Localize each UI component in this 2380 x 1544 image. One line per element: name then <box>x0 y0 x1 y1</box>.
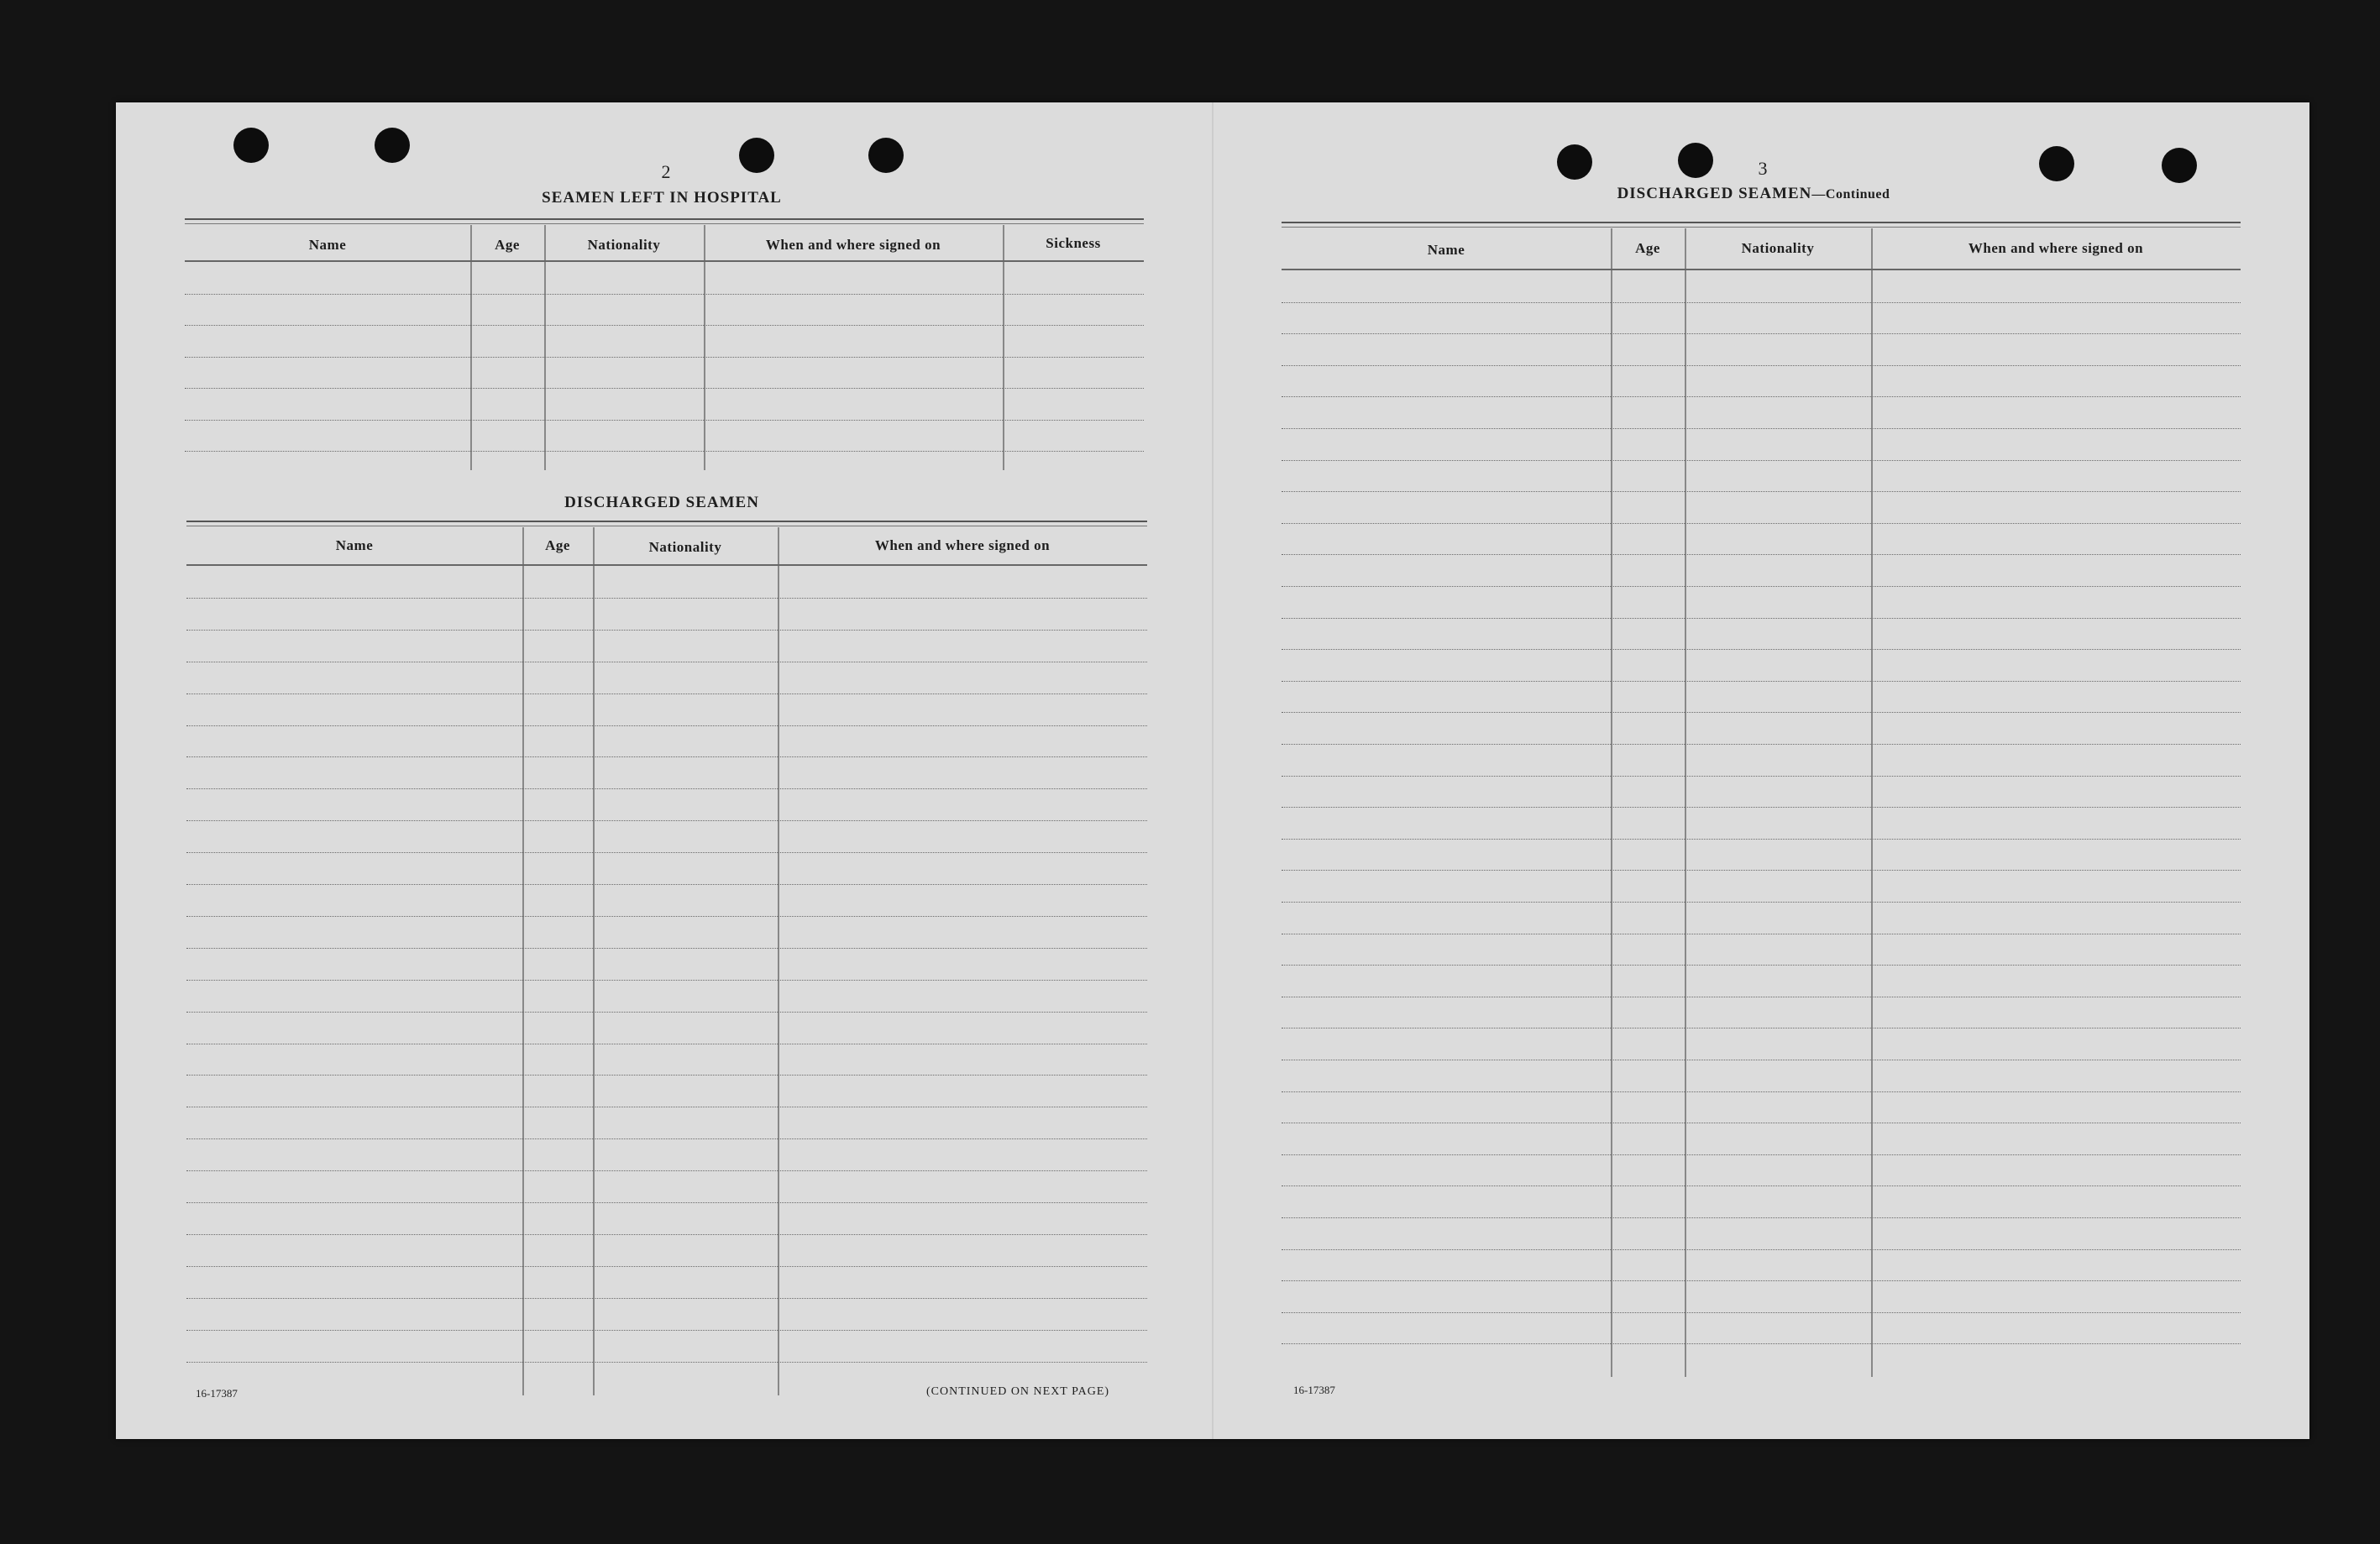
table-row <box>186 725 1147 726</box>
table-row <box>1282 712 2241 713</box>
table-row <box>1282 365 2241 366</box>
table-row <box>1282 902 2241 903</box>
table-row <box>1282 554 2241 555</box>
table-row <box>1282 1091 2241 1092</box>
table-row <box>1282 1217 2241 1218</box>
table-row <box>186 1012 1147 1013</box>
table-row <box>186 1362 1147 1363</box>
table-row <box>186 884 1147 885</box>
header-underline <box>186 564 1147 566</box>
hospital-table <box>185 218 1144 470</box>
discharged-col-signed-on: When and where signed on <box>874 537 1051 553</box>
table-row <box>186 1075 1147 1076</box>
hospital-col-nationality: Nationality <box>587 237 661 253</box>
punch-hole <box>1557 144 1592 180</box>
table-row <box>1282 491 2241 492</box>
table-row <box>186 820 1147 821</box>
left-page-number: 2 <box>661 161 671 182</box>
table-row <box>1282 1343 2241 1344</box>
table-row <box>1282 618 2241 619</box>
table-row <box>186 1234 1147 1235</box>
document-sheet <box>116 102 2309 1439</box>
table-row <box>1282 776 2241 777</box>
table-row <box>1282 428 2241 429</box>
table-row <box>185 388 1144 389</box>
table-row <box>186 788 1147 789</box>
table-row <box>1282 870 2241 871</box>
hospital-col-signed-on: When and where signed on <box>765 237 941 253</box>
table-row <box>1282 965 2241 966</box>
table-row <box>186 598 1147 599</box>
hospital-col-name: Name <box>308 237 347 253</box>
table-row <box>1282 1154 2241 1155</box>
table-row <box>185 325 1144 326</box>
center-fold <box>1212 102 1214 1439</box>
table-row <box>186 1202 1147 1203</box>
hospital-section-title: SEAMEN LEFT IN HOSPITAL <box>542 189 782 207</box>
punch-hole <box>1678 143 1713 178</box>
discharged-continued-title <box>1468 185 2039 203</box>
table-row <box>186 1170 1147 1171</box>
continued-col-name: Name <box>1427 242 1465 258</box>
table-row <box>1282 649 2241 650</box>
table-row <box>186 756 1147 757</box>
discharged-col-name: Name <box>335 537 374 553</box>
discharged-table <box>186 521 1147 1395</box>
hospital-col-sickness: Sickness <box>1046 235 1101 251</box>
header-underline <box>185 260 1144 262</box>
table-row <box>185 420 1144 421</box>
continued-note: (CONTINUED ON NEXT PAGE) <box>926 1385 1110 1398</box>
table-row <box>1282 586 2241 587</box>
table-row <box>1282 333 2241 334</box>
table-row <box>186 693 1147 694</box>
discharged-continued-title-text: DISCHARGED SEAMEN <box>1617 185 1812 202</box>
discharged-col-nationality: Nationality <box>648 539 722 555</box>
table-row <box>1282 1312 2241 1313</box>
table-row <box>185 357 1144 358</box>
left-form-number: 16-17387 <box>196 1387 238 1400</box>
continued-col-nationality: Nationality <box>1741 240 1815 256</box>
table-row <box>1282 839 2241 840</box>
punch-hole <box>2162 148 2197 183</box>
table-row <box>186 1298 1147 1299</box>
table-row <box>186 1138 1147 1139</box>
table-row <box>1282 460 2241 461</box>
table-row <box>186 948 1147 949</box>
punch-hole <box>375 128 410 163</box>
continued-col-age: Age <box>1635 240 1660 256</box>
table-row <box>1282 1280 2241 1281</box>
table-row <box>186 630 1147 631</box>
punch-hole <box>739 138 774 173</box>
table-row <box>1282 523 2241 524</box>
right-page-number: 3 <box>1758 158 1768 179</box>
table-row <box>185 451 1144 452</box>
discharged-section-title: DISCHARGED SEAMEN <box>564 494 759 511</box>
punch-hole <box>233 128 269 163</box>
punch-hole <box>2039 146 2074 181</box>
table-row <box>186 980 1147 981</box>
continued-col-signed-on: When and where signed on <box>1968 240 2144 256</box>
punch-hole <box>868 138 904 173</box>
discharged-continued-title-suffix: —Continued <box>1811 187 1890 202</box>
table-row <box>1282 807 2241 808</box>
table-row <box>1282 1249 2241 1250</box>
table-row <box>1282 302 2241 303</box>
table-row <box>186 852 1147 853</box>
table-row <box>186 1266 1147 1267</box>
discharged-continued-table <box>1282 222 2241 1380</box>
table-row <box>186 1330 1147 1331</box>
discharged-col-age: Age <box>545 537 570 553</box>
table-row <box>1282 744 2241 745</box>
right-form-number: 16-17387 <box>1293 1384 1335 1396</box>
hospital-col-age: Age <box>495 237 520 253</box>
table-row <box>1282 1185 2241 1186</box>
table-row <box>1282 681 2241 682</box>
header-underline <box>1282 269 2241 270</box>
table-row <box>186 916 1147 917</box>
table-row <box>185 294 1144 295</box>
table-row <box>1282 396 2241 397</box>
